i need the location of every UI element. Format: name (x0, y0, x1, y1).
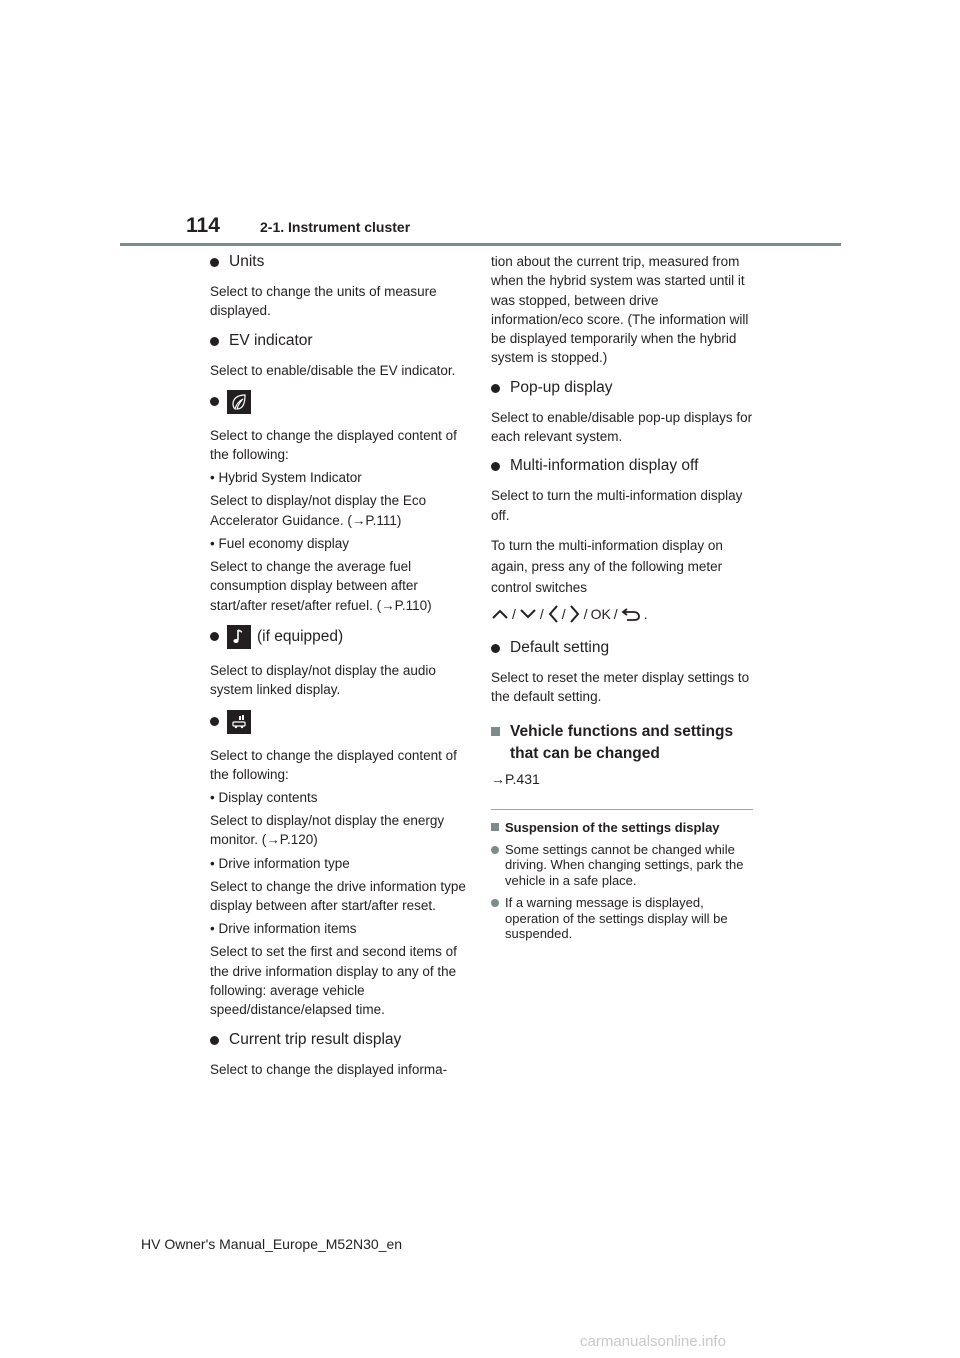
separator: / (561, 605, 566, 622)
units-text: Select to change the units of measure displayed. (210, 284, 437, 319)
audio-heading (210, 625, 472, 649)
separator: / (613, 605, 618, 622)
trip-text-start: Select to change the displayed informa- (210, 1061, 448, 1077)
leaf-icon (227, 390, 251, 414)
vehicle-item3-text: Select to set the first and second items of the drive information display to any of the following: average vehicle speed/distance/elapsed time. (210, 944, 457, 1018)
vehicle-info-icon (227, 710, 251, 734)
back-arrow-icon (621, 606, 641, 622)
trip-text-continued: tion about the current trip, measured from when the hybrid system was started until it was stopped, between drive information/eco score. (The information will be displayed temporarily when the hybrid system is stopped.) (491, 254, 749, 366)
right-column (491, 252, 753, 949)
separator: / (539, 605, 544, 622)
period: . (643, 605, 648, 622)
bullet-dot (210, 632, 219, 641)
vehicle-info-heading (210, 710, 472, 734)
vehicle-item3-title: • Drive information items (210, 921, 357, 937)
eco-heading (210, 390, 472, 414)
bullet-dot (210, 1036, 219, 1045)
square-bullet (491, 727, 500, 736)
vehicle-item2-text: Select to change the drive information type display between after start/after reset. (210, 878, 466, 914)
note-rule (491, 809, 753, 810)
chevron-up-icon (491, 608, 509, 620)
ev-indicator-heading: EV indicator (210, 331, 472, 351)
vehicle-info-intro: Select to change the displayed content of the following: (210, 747, 457, 782)
section-title: 2-1. Instrument cluster (260, 219, 411, 235)
bullet-dot (210, 717, 219, 726)
note-item: If a warning message is displayed, operation of the settings display will be suspended. (491, 895, 753, 942)
note-dot (491, 846, 499, 854)
popup-text: Select to enable/disable pop-up displays for each relevant system. (491, 409, 753, 445)
note-dot (491, 899, 499, 907)
note-heading: Suspension of the settings display (491, 820, 753, 835)
footer-manual-name: HV Owner's Manual_Europe_M52N30_en (141, 1236, 403, 1252)
separator: / (583, 605, 588, 622)
vehicle-item1-title: • Display contents (210, 790, 318, 806)
bullet-dot (210, 258, 219, 267)
bullet-dot (210, 397, 219, 406)
music-note-icon (227, 625, 251, 649)
mid-off-text2: To turn the multi-information display on again, press any of the following meter control switches (491, 537, 723, 595)
eco-item2-title: • Fuel economy display (210, 536, 350, 552)
popup-heading: Pop-up display (491, 378, 753, 398)
header-rule (120, 243, 841, 246)
trip-heading: Current trip result display (210, 1030, 472, 1050)
separator: / (512, 605, 516, 622)
watermark: carmanualsonline.info (580, 1333, 726, 1350)
audio-suffix: (if equipped) (257, 627, 344, 645)
ev-indicator-text: Select to enable/disable the EV indicator. (210, 362, 456, 378)
meter-control-switches (491, 604, 753, 624)
bullet-dot (210, 337, 219, 346)
vehicle-item2-title: • Drive information type (210, 855, 350, 871)
mid-off-heading: Multi-information display off (491, 456, 753, 476)
bullet-dot (491, 384, 500, 393)
bullet-dot (491, 462, 500, 471)
mid-off-text: Select to turn the multi-information display off. (491, 488, 743, 523)
chevron-down-icon (519, 608, 537, 620)
ok-switch-label: OK (590, 605, 611, 622)
units-heading: Units (210, 252, 472, 272)
default-setting-heading: Default setting (491, 638, 753, 658)
chevron-left-icon (547, 604, 559, 624)
square-bullet (491, 823, 499, 831)
eco-item1-title: • Hybrid System Indicator (210, 470, 362, 486)
vehicle-functions-ref: →P.431 (491, 770, 540, 787)
default-setting-text: Select to reset the meter display settings to the default setting. (491, 669, 750, 705)
chevron-right-icon (569, 604, 581, 624)
eco-item1-text: Select to display/not display the Eco Accelerator Guidance. (→P.111) (210, 493, 427, 528)
note-item: Some settings cannot be changed while driving. When changing settings, park the vehicle in a safe place. (491, 842, 753, 889)
eco-intro: Select to change the displayed content of the following: (210, 427, 457, 463)
audio-text: Select to display/not display the audio system linked display. (210, 662, 436, 698)
page-number: 114 (186, 214, 220, 237)
vehicle-item1-text: Select to display/not display the energy monitor. (→P.120) (210, 813, 445, 848)
vehicle-functions-heading: Vehicle functions and settings that can be changed (491, 721, 753, 765)
bullet-dot (491, 644, 500, 653)
left-column (210, 252, 472, 1089)
eco-item2-text: Select to change the average fuel consumption display between after start/after reset/after refuel. (→P.110) (210, 559, 432, 613)
